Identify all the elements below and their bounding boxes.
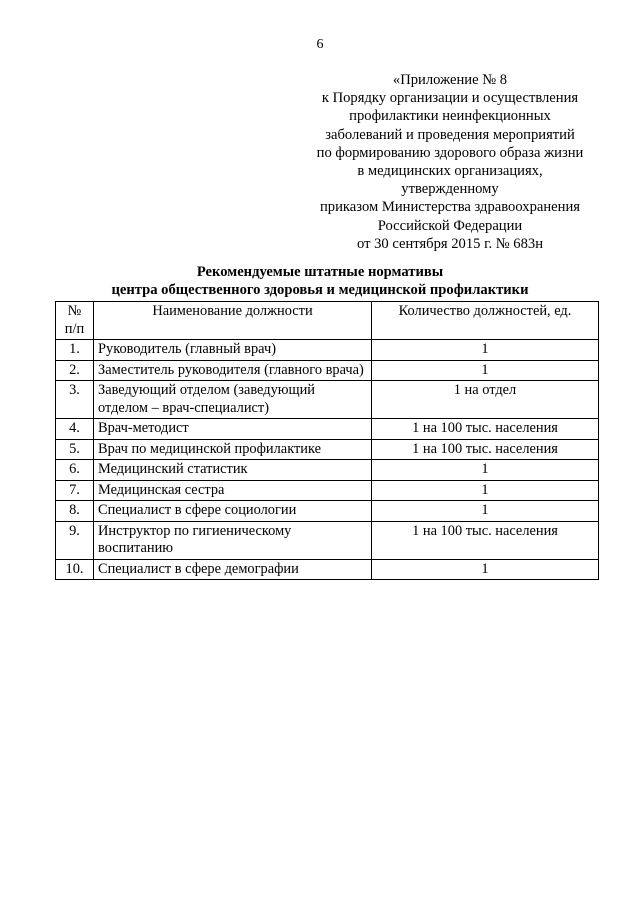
table-row [56,439,599,460]
row-position-name: Заместитель руководителя (главного врача) [94,360,372,381]
appendix-header [300,71,600,253]
header-position-name: Наименование должности [94,302,372,340]
header-quantity: Количество должностей, ед. [372,302,599,340]
row-number: 7. [56,480,94,501]
row-number: 6. [56,460,94,481]
row-position-name: Инструктор по гигиеническому воспитанию [94,521,372,559]
row-position-name: Медицинский статистик [94,460,372,481]
table-row [56,559,599,580]
row-number: 10. [56,559,94,580]
appendix-line: утвержденному [401,181,499,198]
staffing-table [55,301,599,580]
title-line: центра общественного здоровья и медицинской профилактики [111,282,529,298]
table-row [56,419,599,440]
row-quantity: 1 [372,460,599,481]
page-number: 6 [316,37,324,52]
appendix-line: «Приложение № 8 [392,72,508,88]
header-number: № п/п [56,302,94,340]
table-row [56,480,599,501]
row-quantity: 1 [372,340,599,361]
table-row [56,521,599,559]
appendix-line: заболеваний и проведения мероприятий [325,126,575,143]
row-position-name: Медицинская сестра [94,480,372,501]
table-header-row [56,302,599,340]
row-number: 1. [56,340,94,361]
table-row [56,360,599,381]
row-position-name: Специалист в сфере социологии [94,501,372,522]
row-position-name: Руководитель (главный врач) [94,340,372,361]
row-quantity: 1 на отдел [372,381,599,419]
title-line: Рекомендуемые штатные нормативы [196,264,444,280]
row-quantity: 1 [372,501,599,522]
appendix-line: Российской Федерации [377,217,523,234]
row-position-name: Специалист в сфере демографии [94,559,372,580]
table-row [56,460,599,481]
document-title [0,263,640,299]
table-row [56,501,599,522]
row-quantity: 1 [372,360,599,381]
row-number: 5. [56,439,94,460]
row-number: 9. [56,521,94,559]
row-position-name: Заведующий отделом (заведующий отделом – врач-специалист) [94,381,372,419]
appendix-line: к Порядку организации и осуществления [321,90,579,107]
appendix-line: от 30 сентября 2015 г. № 683н [356,235,544,252]
table-row [56,381,599,419]
row-quantity: 1 на 100 тыс. населения [372,521,599,559]
row-quantity: 1 на 100 тыс. населения [372,439,599,460]
row-position-name: Врач-методист [94,419,372,440]
appendix-line: в медицинских организациях, [357,163,543,180]
row-number: 4. [56,419,94,440]
table-row [56,340,599,361]
row-number: 2. [56,360,94,381]
row-quantity: 1 [372,480,599,501]
appendix-line: профилактики неинфекционных [349,108,551,125]
appendix-line: по формированию здорового образа жизни [316,144,584,161]
row-position-name: Врач по медицинской профилактике [94,439,372,460]
appendix-line: приказом Министерства здравоохранения [320,199,580,216]
row-quantity: 1 [372,559,599,580]
row-number: 3. [56,381,94,419]
row-quantity: 1 на 100 тыс. населения [372,419,599,440]
row-number: 8. [56,501,94,522]
